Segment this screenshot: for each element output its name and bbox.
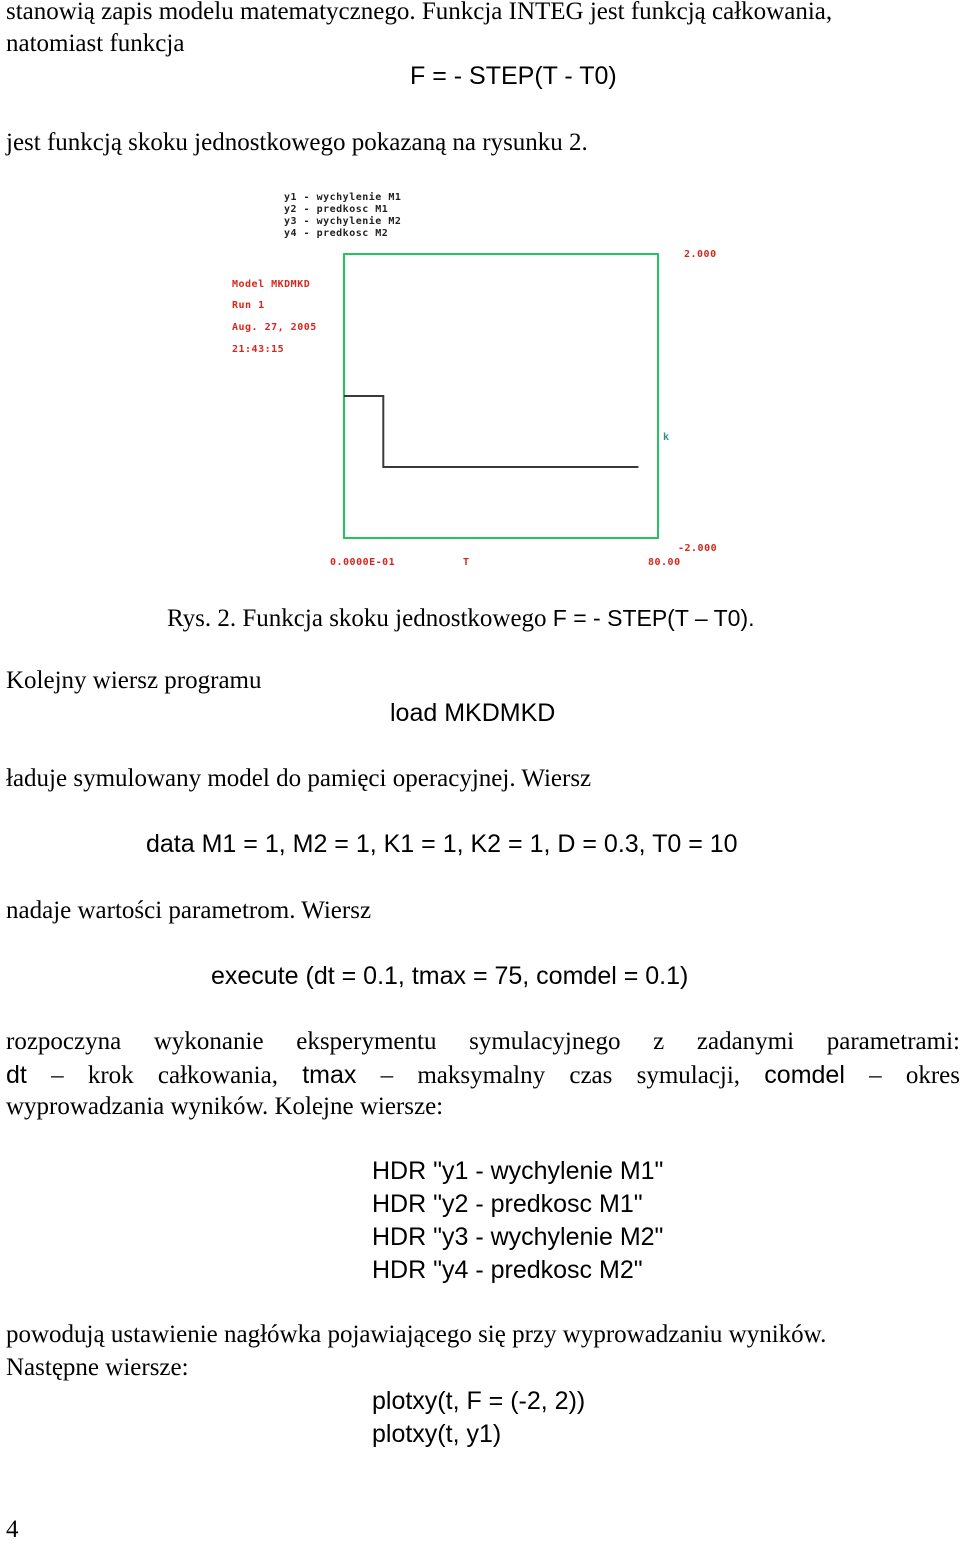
x-min-label: 0.0000E-01 <box>330 557 396 568</box>
page-number: 4 <box>6 1516 19 1543</box>
run-info-time: 21:43:15 <box>232 344 285 355</box>
paragraph-2: ładuje symulowany model do pamięci operacyjnej. Wiersz <box>6 765 592 792</box>
intro-line-2: natomiast funkcja <box>6 30 185 57</box>
code-hdr-4: HDR "y4 - predkosc M2" <box>372 1256 643 1284</box>
legend-entry-y2: y2 - predkosc M1 <box>284 204 389 215</box>
paragraph-1: Kolejny wiersz programu <box>6 667 262 694</box>
y-max-label: 2.000 <box>684 249 717 260</box>
term-tmax: tmax <box>302 1061 357 1089</box>
code-hdr-1: HDR "y1 - wychylenie M1" <box>372 1157 664 1185</box>
code-data: data M1 = 1, M2 = 1, K1 = 1, K2 = 1, D = 0.3, T0 = 10 <box>146 830 738 858</box>
paragraph-5-line-2: Następne wiersze: <box>6 1354 189 1381</box>
series-marker: k <box>663 432 670 443</box>
text-dt-desc: – krok całkowania, <box>26 1062 303 1089</box>
figure-legend <box>284 191 401 239</box>
run-info-run: Run 1 <box>232 300 265 311</box>
paragraph-4-line-3: wyprowadzania wyników. Kolejne wiersze: <box>6 1093 444 1120</box>
caption-formula: F = - STEP(T – T0). <box>552 605 755 631</box>
x-max-label: 80.00 <box>648 557 681 568</box>
plot-frame <box>344 254 658 538</box>
figure-caption <box>167 603 755 637</box>
paragraph-5-line-1: powodują ustawienie nagłówka pojawiającego się przy wyprowadzaniu wyników. <box>6 1321 827 1348</box>
code-hdr-2: HDR "y2 - predkosc M1" <box>372 1190 643 1218</box>
paragraph-4-line-1: rozpoczyna wykonanie eksperymentu symulacyjnego z zadanymi parametrami: <box>6 1028 960 1055</box>
code-execute: execute (dt = 0.1, tmax = 75, comdel = 0.1) <box>211 962 689 990</box>
intro-line-1: stanowią zapis modelu matematycznego. Funkcja INTEG jest funkcją całkowania, <box>6 0 833 25</box>
series-line-F <box>344 396 638 467</box>
term-comdel: comdel <box>764 1061 845 1089</box>
paragraph-4-line-2 <box>6 1059 960 1092</box>
step-function-figure <box>0 0 960 600</box>
legend-entry-y1: y1 - wychylenie M1 <box>284 192 402 203</box>
legend-entry-y4: y4 - predkosc M2 <box>284 228 389 239</box>
y-min-label: -2.000 <box>678 543 718 554</box>
intro-line-3: jest funkcją skoku jednostkowego pokazaną na rysunku 2. <box>6 129 588 156</box>
paragraph-3: nadaje wartości parametrom. Wiersz <box>6 897 372 924</box>
code-load: load MKDMKD <box>390 699 556 727</box>
legend-entry-y3: y3 - wychylenie M2 <box>284 216 402 227</box>
text-tmax-desc: – maksymalny czas symulacji, <box>356 1062 765 1089</box>
run-info <box>232 279 317 355</box>
term-dt: dt <box>6 1061 27 1089</box>
x-axis-title: T <box>463 557 470 568</box>
code-plotxy-2: plotxy(t, y1) <box>372 1420 502 1448</box>
intro-formula: F = - STEP(T - T0) <box>410 62 617 90</box>
caption-prefix: Rys. 2. Funkcja skoku jednostkowego <box>167 605 553 632</box>
run-info-model: Model MKDMKD <box>232 279 311 290</box>
text-comdel-desc: – okres <box>844 1062 960 1089</box>
run-info-date: Aug. 27, 2005 <box>232 322 317 333</box>
code-plotxy-1: plotxy(t, F = (-2, 2)) <box>372 1387 586 1415</box>
code-hdr-3: HDR "y3 - wychylenie M2" <box>372 1223 664 1251</box>
